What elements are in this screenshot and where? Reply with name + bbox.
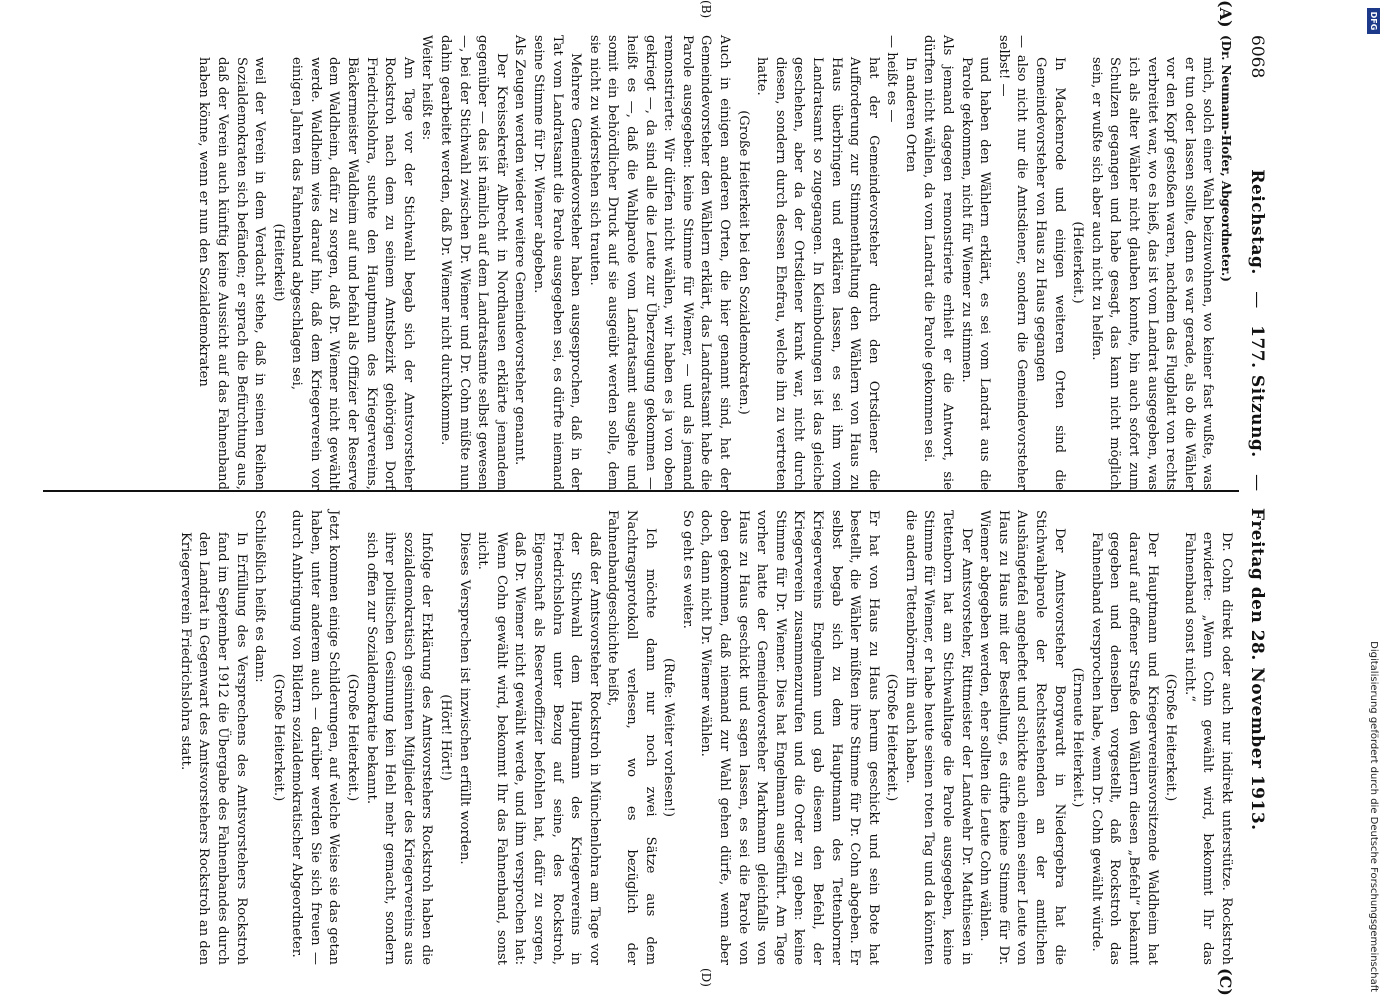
speaker-label: (Dr. Neumann-Hofer, Abgeordneter.) (1219, 35, 1233, 282)
interjection: (Heiterkeit.) (1070, 221, 1086, 304)
body-paragraph: Weiter heißt es: (419, 35, 435, 141)
dfg-logo-text: DFG (1369, 11, 1378, 31)
speaker-remark: — also nicht nur die Amtsdiener, sondern die Gemeindevorsteher selbst! — (995, 35, 1030, 490)
header-dash: — (1247, 474, 1267, 492)
body-paragraph: Jetzt kommen einige Schilderungen, auf welche Weise sie das getan haben, unter anderem auch — darüber werden Sie sich freuen — durch Anbringung von Bildern sozialdemokratischer Abgeordneter. (289, 510, 342, 965)
header-dash: — (1247, 291, 1267, 309)
interjection: (Hört! Hört!) (438, 694, 454, 781)
quote-paragraph: Er hat von Haus zu Haus herum geschickt und sein Bote hat bestellt, die Wähler müßten ihre Stimme für Dr. Cohn abgeben. Er selbst begab sich zu dem Hauptmann des Tettenborner Kriegervereins Engelmann und gab diesem den Befehl, der Kriegerverein zusammenzurufen und die Order zu geben: keine Stimme für Dr. Wiemer. Dies hat Engelmann ausgeführt. Am Tage vorher hatte der Gemeindevorsteher Markmann gleichfalls von Haus zu Haus geschickt und sagen lassen, es sei die Parole von oben gekommen, daß niemand zur Wahl gehen dürfe, wenn aber doch, dann nicht Dr. Wiemer wählen. (698, 510, 881, 965)
quote-paragraph: Als jemand dagegen remonstrierte erhielt er die Antwort, sie dürften nicht wählen, da vom Landrat die Parole gekommen sei. (921, 35, 956, 490)
page-number: 6068 (1247, 35, 1267, 79)
rotated-page-content (35, 0, 1325, 1000)
margin-letter-c: (C) (1216, 968, 1235, 996)
body-paragraph: Mehrere Gemeindevorsteher haben ausgesprochen, daß in der Tat vom Landratsamt die Parole ausgegeben sei, es dürfte niemand seine Stimme für Dr. Wiemer abgeben. (531, 35, 584, 490)
interjection: (Große Heiterkeit.) (884, 673, 900, 802)
quote-paragraph: Der Amtsvorsteher Borgwardt in Niedergebra hat die Stichwahlparole der Rechtsstehenden an der amtlichen Aushängetafel angeheftet und schickte auch einen seiner Leute von Haus zu Haus mit der Bestellung, es dürfte keine Stimme für Dr. Wiemer abgegeben werden, eher sollten die Leute Cohn wählen. (977, 510, 1067, 965)
quote-paragraph: Infolge der Erklärung des Amtsvorstehers Rockstroh haben die sozialdemokratisch gesinnten Mitglieder des Kriegervereins aus ihrer politischen Gesinnung kein Hehl mehr gemacht, sondern sich offen zur Sozialdemokratie bekannt. (363, 532, 435, 965)
page-header (1245, 35, 1267, 965)
body-paragraph: Der Kreissekretär Albrecht in Nordhausen erklärte jemandem gegenüber — das ist nämlich auf dem Landratsamte selbst gewesen —, bei der Stichwahl zwischen Dr. Wiemer und Dr. Cohn müßte nun dahin gearbeitet werden, daß Dr. Wiemer nicht durchkomme. (438, 35, 509, 490)
quote-paragraph: Dr. Cohn direkt oder auch nur indirekt unterstütze. Rockstroh erwiderte: „Wenn Cohn gewählt wird, bekommt Ihr das Fahnenband sonst nicht.“ (1181, 532, 1234, 965)
quote-paragraph: und haben den Wählern erklärt, es sei vom Landrat aus die Parole gekommen, nicht für Wiemer zu stimmen. (958, 57, 993, 490)
interjection: (Große Heiterkeit bei den Sozialdemokraten.) (735, 110, 751, 415)
quote-paragraph: daß der Amtsvorsteher Rockstroh in Münchenlohra am Tage vor der Stichwahl dem Hauptmann des Kriegervereins in Friedrichslohra unter Bezug auf seine, des Rockstroh, Eigenschaft als Reserveoffizier befohlen hat, dafür zu sorgen, daß Dr. Wiemer nicht gewählt werde, und ihm versprochen hat: Wenn Cohn gewählt wird, bekommt Ihr das Fahnenband, sonst nicht. (475, 532, 602, 965)
speaker-remark: — heißt es — (884, 35, 900, 123)
right-column (175, 510, 1235, 965)
interjection: (Große Heiterkeit.) (1163, 673, 1179, 802)
digitization-note-text: Digitalisierung gefördert durch die Deutsche Forschungsgemeinschaft (1368, 641, 1379, 992)
margin-letter-a: (A) (1216, 0, 1235, 28)
quote-paragraph: In Erfüllung des Versprechens des Amtsvorstehers Rockstroh fand im September 1912 die Übergabe des Fahnenbandes durch den Landrat in Gegenwart des Amtsvorstehers Rockstroh an den Kriegerverein Friedrichslohra statt. (177, 532, 249, 965)
interjection: (Große Heiterkeit.) (345, 673, 361, 802)
margin-letter-b: (B) (699, 0, 713, 19)
body-paragraph: Als Zeugen werden wieder weitere Gemeindevorsteher genannt. (512, 35, 528, 466)
quote-paragraph: mich, solch einer Wahl beizuwohnen, wo keiner fast wußte, was er tun oder lassen sollte, denn es war gerade, als ob die Wähler vor den Kopf gestoßen waren, nachdem das Flugblatt von rechts verbreitet war, wo es hieß, das ist vom Landrat ausgegeben, was ich als alter Wähler nicht glauben konnte, bin auch sofort zum Schulzen gegangen und habe gesagt, das kann nicht möglich sein, er wußte sich aber auch nicht zu helfen. (1088, 57, 1216, 490)
quote-paragraph: Dieses Versprechen ist inzwischen erfüllt worden. (456, 532, 472, 865)
quote-paragraph: In Mackenrode und einigen weiteren Orten sind die Gemeindevorsteher von Haus zu Haus gegangen (1033, 57, 1067, 490)
interjection: (Heiterkeit) (270, 223, 286, 302)
interjection: (Erneute Heiterkeit.) (1070, 667, 1086, 808)
quote-paragraph: Am Tage vor der Stichwahl begab sich der Amtsvorsteher Rockstroh nach dem zu seinem Amtsbezirk gehörigen Dorf Friedrichslohra, suchte den Hauptmann des Kriegervereins, Bäckermeister Waldheim auf und befahl als Offizier der Reserve dem Waldheim, dafür zu sorgen, daß Dr. Wiemer nicht gewählt werde. Waldheim wies darauf hin, daß dem Kriegerverein vor einigen Jahren das Fahnenband abgeschlagen sei, (289, 57, 416, 490)
body-paragraph: So geht es weiter. (679, 510, 695, 629)
quote-paragraph: weil der Verein in dem Verdacht stehe, daß in seinen Reihen Sozialdemokraten sich befänden; er sprach die Befürchtung aus, daß der Verein auch künftig keine Aussicht auf das Fahnenband haben könne, wenn er nun den Sozialdemokraten (196, 57, 268, 490)
interjection: (Rufe: Weiter vorlesen!) (661, 657, 677, 818)
margin-letter-d: (D) (699, 968, 713, 987)
digitization-note (1366, 8, 1380, 992)
header-date: Freitag den 28. November 1913. (1247, 508, 1267, 831)
quote-paragraph: Auch in einigen anderen Orten, die hier genannt sind, hat der Gemeindevorsteher den Wählern erklärt, das Landratsamt habe die Parole ausgegeben: keine Stimme für Wiemer, — und als jemand remonstrierte: Wir dürfen nicht wählen, wir haben es ja von oben gekriegt —, da sind alle die Leute zur Überzeugung gekommen — heißt es —, daß die Wahlparole vom Landratsamt ausgehe und somit ein behördlicher Druck auf sie ausgeübt werden solle, dem sie nicht zu widerstehen sich trauten. (586, 35, 732, 490)
interjection: (Große Heiterkeit.) (270, 673, 286, 802)
left-column (194, 35, 1235, 490)
quote-paragraph: Der Amtsvorsteher, Rittmeister der Landwehr Dr. Matthiesen in Tettenborn hat am Stichwahltage die Parole ausgegeben, keine Stimme für Wiemer, er habe heute seinen roten Tag und da könnten die andern Tettenbörner ihn auch haben. (902, 510, 974, 965)
dfg-logo (1367, 8, 1380, 34)
header-title: Reichstag. (1247, 169, 1267, 275)
body-paragraph: Schließlich heißt es dann: (252, 510, 268, 683)
header-title-line (1247, 35, 1267, 965)
body-paragraph: Ich möchte dann nur noch zwei Sätze aus dem Nachtragsprotokoll verlesen, wo es bezüglich der Fahnenbandgeschichte heißt, (605, 510, 658, 965)
quote-paragraph: hat der Gemeindevorsteher durch den Ortsdiener die Aufforderung zur Stimmenthaltung den Wählern von Haus zu Haus überbringen und erklären lassen, es sei ihm vom Landratsamt so zugegangen. In Kleinbodungen ist das gleiche geschehen, aber da der Ortsdiener krank war, nicht durch diesen, sondern durch dessen Ehefrau, welche ihn zu vertreten hatte. (754, 57, 881, 490)
header-session: 177. Sitzung. (1247, 325, 1267, 458)
quote-paragraph: In anderen Orten (902, 57, 918, 173)
quote-paragraph: Der Hauptmann und Kriegervereinsvorsitzende Waldheim hat darauf auf offener Straße den Wählern diesen „Befehl“ bekannt gegeben und denselben vorgestellt, daß Rockstroh das Fahnenband versprochen habe, wenn Dr. Cohn gewählt würde. (1088, 532, 1160, 965)
column-rule (43, 490, 1239, 492)
